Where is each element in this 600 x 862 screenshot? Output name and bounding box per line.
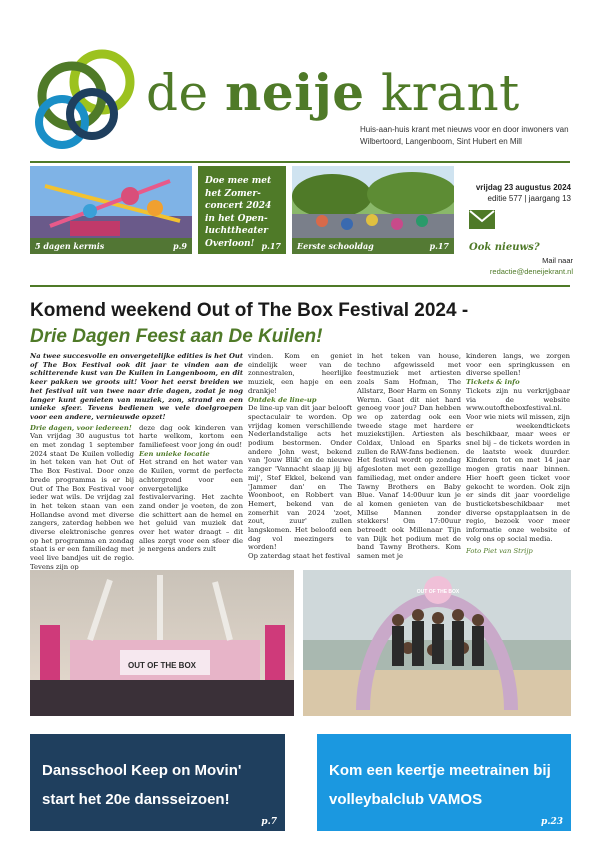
teaser-caption: Eerste schooldag: [297, 241, 374, 251]
article-lead: Na twee succesvolle en onvergetelijke edities is het Out of The Box Festival ook dit jaar te vinden aan de schitterende kust van De Kuilen in Langenboom, en dit keer pakken we groots uit! Voor het eerst breiden we het festival uit van twee naar drie dagen, zodat je nog langer kunt genieten van muziek, zon, strand en een unieke sfeer. Tevens bedienen we vele doelgroepen voor een andere, vernieuwde opzet!: [30, 352, 243, 421]
teaser-page: p.17: [429, 241, 449, 251]
teaser-kermis[interactable]: [30, 166, 192, 254]
stage-logo-text: OUT OF THE BOX: [128, 661, 196, 670]
news-box-mail-label: Mail naar: [542, 256, 573, 265]
promo-title: Kom een keertje meetrainen bij volleybalclub VAMOS: [329, 762, 551, 808]
section-heading: Tickets & info: [466, 378, 520, 387]
news-box-email-link[interactable]: redactie@deneijekrant.nl: [489, 267, 573, 276]
masthead-tagline: Huis-aan-huis krant met nieuws voor en door inwoners van Wilbertoord, Langenboom, Sint Hubert en Mill: [360, 125, 569, 146]
article-paragraph: in het teken van house, techno afgewisseld met feestmuziek met artiesten zoals Sam Hofman, The Allstarz, Boer Harm en Sonny Wernn. Gaat dit niet hard genoeg voor jou? Dan hebben we op zaterdag ook een tweede stage met hardere muziekstijlen. Artiesten als Coldax, Unload en Sparks zullen de RAW-fans bedienen.: [357, 352, 461, 456]
article-paragraph: Van vrijdag 30 augustus tot en met zondag 1 september 2024 staat De Kuilen volledig in het teken van het Out of The Box Festival. Door onze brede programma is er bij Out of The Box Festival voor ieder wat wils. De vrijdag zal in het teken staan van een Hollandse avond met diverse zangers, zaterdag hebben we diverse elektronische genres op het programma en zondag staat is er een familiedag met veel live bandjes uit de regio. Tevens zijn op: [30, 432, 134, 570]
photo-credit: Foto Piet van Strijp: [466, 547, 533, 556]
masthead-logo: [30, 44, 142, 154]
arch-logo-text: OUT OF THE BOX: [416, 589, 460, 595]
teaser-page: p.17: [261, 241, 281, 251]
article-paragraph: Tickets zijn nu verkrijgbaar via de website www.outoftheboxfestival.nl. Voor wie niets wil missen, zijn er weekendtickets beschikbaar, maar wees er snel bij – de tickets worden in de laatste week duurder. Kinderen tot en met 14 jaar mogen gratis naar binnen. Hier hoeft geen ticket voor gekocht te worden. Ook zijn er sinds dit jaar voordelige busticketsbeschikbaar met diverse opstapplaatsen in de regio, bezoek voor meer informatie onze website of volg ons op social media.: [466, 386, 570, 543]
news-contact-box: [467, 208, 573, 278]
article-column-1: [30, 352, 243, 570]
festival-group-photo: [303, 570, 571, 716]
article-headline: Komend weekend Out of The Box Festival 2024 -: [30, 300, 469, 321]
article-paragraph: Het festival wordt op zondag afgesloten met een gezellige familiedag, met onder andere Tawny Brothers en Baby Blue. Vanaf 14:00uur kun je al komen genieten van de Millse Mannen zonder stekkers! Om 17:00uur betreedt ook Millenaar Tijn van Dijk het podium met de band Tawny Brothers. Kom samen met je: [357, 456, 461, 561]
issue-info: [471, 182, 571, 204]
issue-edition: editie 577 | jaargang 13: [487, 194, 571, 203]
divider: [30, 285, 570, 287]
promo-volleybal[interactable]: [317, 734, 571, 831]
teaser-caption: 5 dagen kermis: [35, 241, 105, 251]
issue-date: vrijdag 23 augustus 2024: [475, 183, 571, 192]
article-column-4: [357, 352, 461, 570]
teaser-zomerconcert[interactable]: [198, 166, 286, 254]
teaser-caption: Doe mee met het Zomer-concert 2024 in het Open-luchttheater Overloon!: [205, 176, 272, 249]
article-column-5: [466, 352, 570, 570]
festival-stage-photo: [30, 570, 294, 716]
article-paragraph: De line-up van dit jaar belooft spectaculair te worden. Op vrijdag komen verschillende Nederlandstalige acts het podium bestormen. Onder andere John west, bekend van 'Jouw Blik' en de nieuwe zanger 'Vannacht slaap jij bij mij', Stef Ekkel, bekend van 'Jammer dan' en The Woonboot, en Robbert van Hemert, bekend van de zomerhit van 2024 'zoet, zout, zuur' zullen langskomen. Het beloofd een dag vol meezingers te worden!: [248, 404, 352, 552]
article-subheadline: Drie Dagen Feest aan De Kuilen!: [30, 326, 323, 347]
promo-title: Dansschool Keep on Movin' start het 20e dansseizoen!: [42, 762, 242, 808]
article-paragraph: Het strand en het water van de Kuilen, vormt de perfecte achtergrond voor een onvergetelijke festivalervaring. Het zachte zand onder je voeten, de zon die schittert aan de hemel en het geluid van muziek dat over het water draagt – dit alles zorgt voor een sfeer die je nergens anders zult: [139, 458, 243, 554]
divider: [30, 161, 570, 163]
masthead-title: de neije krant: [146, 63, 520, 122]
article-paragraph: deze dag ook kinderen van harte welkom, kortom een familiefeest voor jong én oud!: [139, 423, 243, 450]
promo-page: p.7: [261, 817, 277, 827]
article-column-3: [248, 352, 352, 570]
news-box-title: Ook nieuws?: [469, 242, 540, 253]
section-heading: Ontdek de line-up: [248, 395, 317, 404]
section-heading: Drie dagen, voor iedereen!: [30, 423, 132, 432]
article-paragraph: vinden. Kom en geniet eindelijk weer van de zonnestralen, heerlijke muziek, een hapje en een drankje!: [248, 352, 352, 395]
section-heading: Een unieke locatie: [139, 449, 210, 458]
teaser-schooldag[interactable]: [292, 166, 454, 254]
teaser-page: p.9: [173, 241, 187, 251]
article-paragraph: kinderen langs, we zorgen voor een springkussen en diverse spellen!: [466, 352, 570, 378]
promo-dansschool[interactable]: [30, 734, 285, 831]
envelope-icon: [469, 210, 495, 229]
promo-page: p.23: [541, 817, 563, 827]
article-paragraph: Op zaterdag staat het festival: [248, 552, 351, 561]
